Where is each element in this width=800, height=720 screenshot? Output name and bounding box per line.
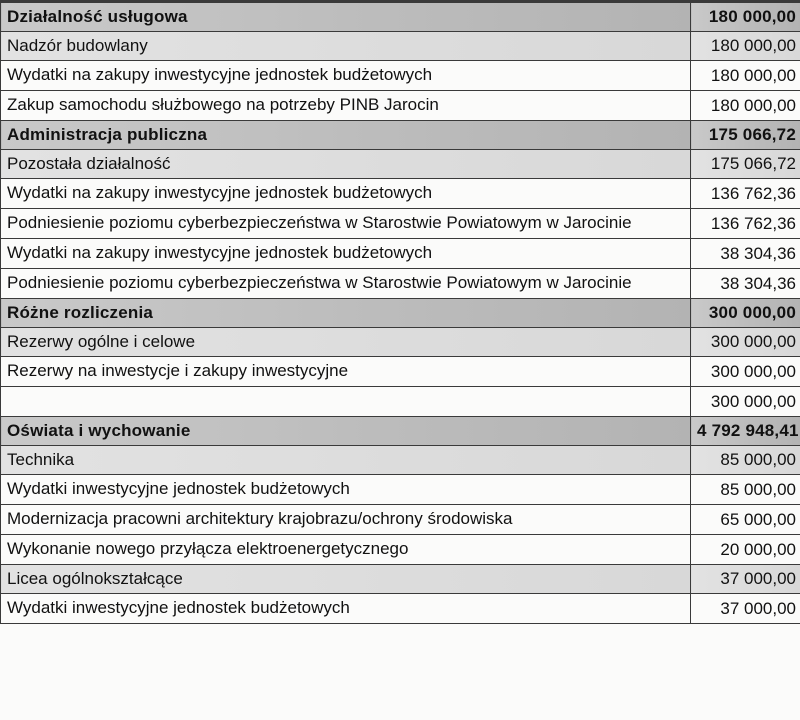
row-amount: 65 000,00	[691, 505, 800, 535]
row-name: Technika	[1, 446, 691, 475]
table-row	[1, 387, 800, 417]
row-amount: 37 000,00	[691, 594, 800, 624]
row-amount: 136 762,36	[691, 209, 800, 239]
row-name: Wydatki na zakupy inwestycyjne jednostek budżetowych	[1, 239, 691, 269]
row-name: Zakup samochodu służbowego na potrzeby PINB Jarocin	[1, 91, 691, 121]
row-amount: 180 000,00	[691, 91, 800, 121]
row-name: Rezerwy ogólne i celowe	[1, 328, 691, 357]
row-amount: 180 000,00	[691, 3, 800, 32]
subsection-row	[1, 565, 800, 594]
row-name: Podniesienie poziomu cyberbezpieczeństwa w Starostwie Powiatowym w Jarocinie	[1, 269, 691, 299]
subsection-row	[1, 328, 800, 357]
subsection-row	[1, 446, 800, 475]
section-row	[1, 3, 800, 32]
row-name: Wykonanie nowego przyłącza elektroenergetycznego	[1, 535, 691, 565]
row-amount: 175 066,72	[691, 121, 800, 150]
row-name: Wydatki inwestycyjne jednostek budżetowych	[1, 475, 691, 505]
budget-table	[0, 2, 800, 624]
row-amount: 180 000,00	[691, 61, 800, 91]
row-name: Licea ogólnokształcące	[1, 565, 691, 594]
row-amount: 300 000,00	[691, 387, 800, 417]
section-row	[1, 121, 800, 150]
row-name: Różne rozliczenia	[1, 299, 691, 328]
row-name: Oświata i wychowanie	[1, 417, 691, 446]
row-amount: 175 066,72	[691, 150, 800, 179]
section-row	[1, 299, 800, 328]
row-name: Rezerwy na inwestycje i zakupy inwestycyjne	[1, 357, 691, 387]
row-amount: 4 792 948,41	[691, 417, 800, 446]
row-amount: 85 000,00	[691, 446, 800, 475]
row-name: Pozostała działalność	[1, 150, 691, 179]
table-row	[1, 535, 800, 565]
budget-table-body	[1, 3, 800, 624]
table-row	[1, 239, 800, 269]
row-name	[1, 387, 691, 417]
row-amount: 37 000,00	[691, 565, 800, 594]
section-row	[1, 417, 800, 446]
table-row	[1, 91, 800, 121]
row-name: Wydatki na zakupy inwestycyjne jednostek budżetowych	[1, 61, 691, 91]
row-amount: 85 000,00	[691, 475, 800, 505]
table-row	[1, 475, 800, 505]
table-row	[1, 179, 800, 209]
row-amount: 20 000,00	[691, 535, 800, 565]
row-name: Wydatki inwestycyjne jednostek budżetowych	[1, 594, 691, 624]
row-name: Nadzór budowlany	[1, 32, 691, 61]
row-amount: 180 000,00	[691, 32, 800, 61]
row-amount: 38 304,36	[691, 239, 800, 269]
table-row	[1, 269, 800, 299]
subsection-row	[1, 32, 800, 61]
row-amount: 300 000,00	[691, 328, 800, 357]
row-name: Modernizacja pracowni architektury krajobrazu/ochrony środowiska	[1, 505, 691, 535]
table-row	[1, 61, 800, 91]
row-name: Administracja publiczna	[1, 121, 691, 150]
row-amount: 300 000,00	[691, 357, 800, 387]
table-row	[1, 505, 800, 535]
row-amount: 38 304,36	[691, 269, 800, 299]
row-name: Działalność usługowa	[1, 3, 691, 32]
row-name: Podniesienie poziomu cyberbezpieczeństwa w Starostwie Powiatowym w Jarocinie	[1, 209, 691, 239]
row-amount: 136 762,36	[691, 179, 800, 209]
table-row	[1, 209, 800, 239]
table-row	[1, 594, 800, 624]
subsection-row	[1, 150, 800, 179]
table-row	[1, 357, 800, 387]
row-amount: 300 000,00	[691, 299, 800, 328]
row-name: Wydatki na zakupy inwestycyjne jednostek budżetowych	[1, 179, 691, 209]
